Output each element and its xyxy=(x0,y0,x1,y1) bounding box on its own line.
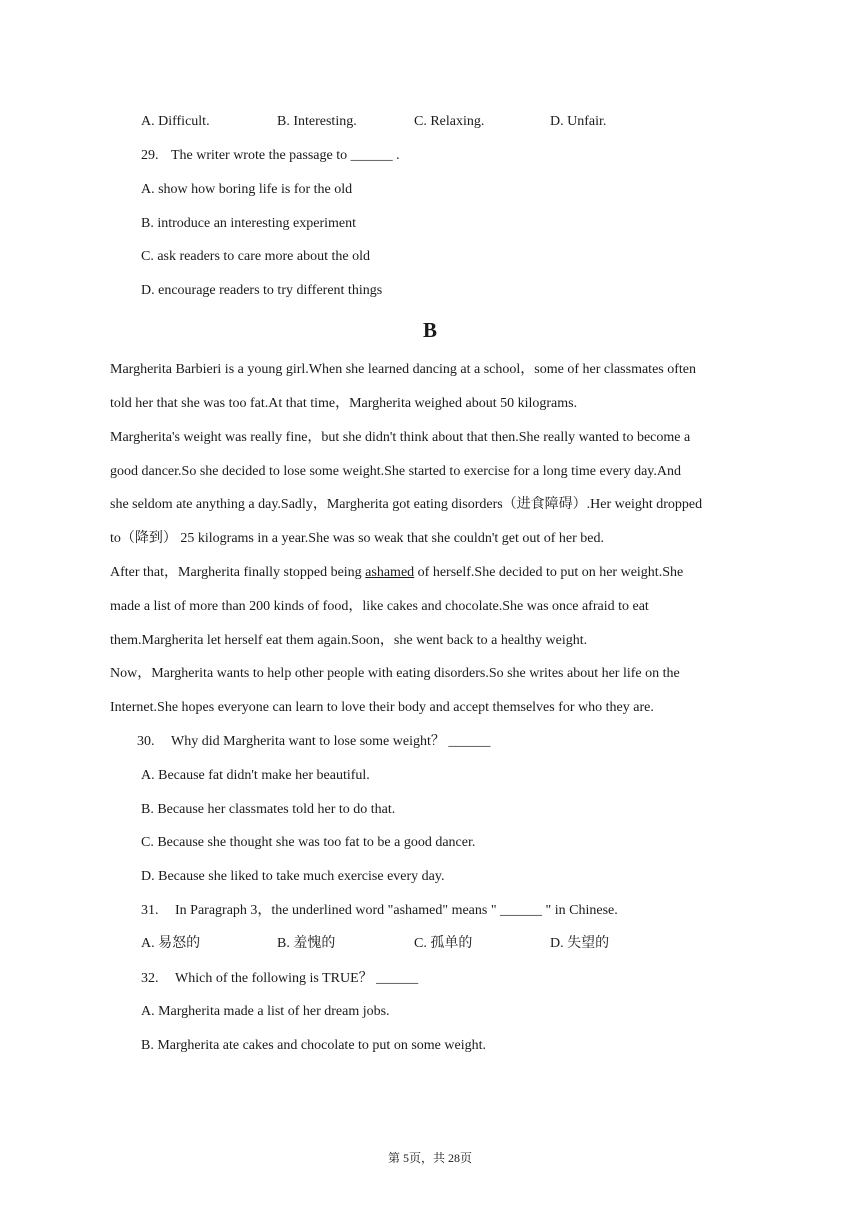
passage-line: good dancer.So she decided to lose some weight.She started to exercise for a long time every day.And xyxy=(110,464,681,479)
passage-line: Now，Margherita wants to help other people with eating disorders.So she writes about her life on the xyxy=(110,666,680,681)
q31-option-c: C. 孤单的 xyxy=(414,936,473,951)
passage-line: Internet.She hopes everyone can learn to love their body and accept themselves for who they are. xyxy=(110,700,654,715)
passage-line: made a list of more than 200 kinds of food，like cakes and chocolate.She was once afraid to eat xyxy=(110,599,649,614)
q31-option-b: B. 羞愧的 xyxy=(277,936,336,951)
q30-number: 30. xyxy=(137,734,155,749)
q31-question xyxy=(141,902,618,920)
q29-stem: The writer wrote the passage to ______ . xyxy=(171,148,400,163)
passage-line: them.Margherita let herself eat them again.Soon，she went back to a healthy weight. xyxy=(110,633,588,648)
q28-option-a: A. Difficult. xyxy=(141,114,210,129)
page-footer: 第 5页，共 28页 xyxy=(387,1151,472,1165)
q32-option-a: A. Margherita made a list of her dream jobs. xyxy=(141,1004,390,1019)
q28-option-b: B. Interesting. xyxy=(277,114,357,129)
passage-text: of herself.She decided to put on her weight.She xyxy=(414,565,684,580)
q30-option-c: C. Because she thought she was too fat to be a good dancer. xyxy=(141,835,476,850)
q32-option-b: B. Margherita ate cakes and chocolate to put on some weight. xyxy=(141,1038,486,1053)
q28-option-d: D. Unfair. xyxy=(550,114,607,129)
q30-option-d: D. Because she liked to take much exercise every day. xyxy=(141,869,445,884)
q29-option-d: D. encourage readers to try different things xyxy=(141,283,383,298)
passage-line xyxy=(110,564,683,582)
q29-option-a: A. show how boring life is for the old xyxy=(141,182,353,197)
passage-line: Margherita Barbieri is a young girl.When she learned dancing at a school，some of her classmates often xyxy=(110,362,696,377)
q29-question xyxy=(141,147,400,165)
section-heading: B xyxy=(422,318,437,342)
q30-question xyxy=(137,733,490,751)
passage-text: After that，Margherita finally stopped being xyxy=(110,565,366,580)
passage-line: told her that she was too fat.At that time，Margherita weighed about 50 kilograms. xyxy=(110,396,578,411)
passage-line: Margherita's weight was really fine，but she didn't think about that then.She really wanted to become a xyxy=(110,430,691,445)
q32-stem: Which of the following is TRUE？ ______ xyxy=(175,971,419,986)
q28-option-c: C. Relaxing. xyxy=(414,114,485,129)
underlined-word: ashamed xyxy=(365,565,415,580)
q30-option-a: A. Because fat didn't make her beautiful. xyxy=(141,768,370,783)
q31-option-a: A. 易怒的 xyxy=(141,936,201,951)
q29-option-c: C. ask readers to care more about the old xyxy=(141,249,370,264)
q30-stem: Why did Margherita want to lose some weight？ ______ xyxy=(171,734,491,749)
q31-option-d: D. 失望的 xyxy=(550,936,610,951)
q32-question xyxy=(141,970,418,988)
q29-number: 29. xyxy=(141,148,159,163)
passage-line: to（降到） 25 kilograms in a year.She was so weak that she couldn't get out of her bed. xyxy=(110,531,604,546)
q30-option-b: B. Because her classmates told her to do that. xyxy=(141,802,396,817)
q32-number: 32. xyxy=(141,971,159,986)
q31-number: 31. xyxy=(141,903,159,918)
q31-stem: In Paragraph 3，the underlined word "ashamed" means " ______ " in Chinese. xyxy=(175,903,618,918)
passage-line: she seldom ate anything a day.Sadly，Margherita got eating disorders（进食障碍）.Her weight dropped xyxy=(110,497,703,512)
q29-option-b: B. introduce an interesting experiment xyxy=(141,216,356,231)
